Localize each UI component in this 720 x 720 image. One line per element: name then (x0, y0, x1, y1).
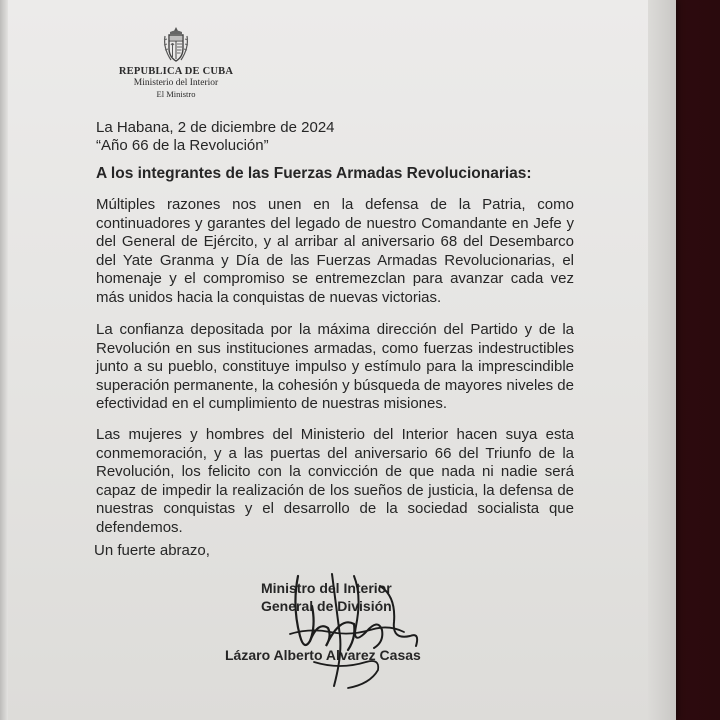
page-edge (0, 0, 8, 720)
paragraph-1: Múltiples razones nos unen en la defensa de la Patria, como continuadores y garantes del legado de nuestro Comandante en Jefe y del General de Ejército, y al arribar al aniversario 68 del Desembarco del Yate Granma y Día de las Fuerzas Armadas Revolucionarias, el homenaje y el compromiso se entremezclan para avanzar cada vez más unidos hacia la conquistas de nuevas victorias. (96, 196, 574, 306)
paragraph-2: La confianza depositada por la máxima dirección del Partido y de la Revolución en sus instituciones armadas, como fuerzas indestructibles junto a su pueblo, constituye impulso y estímulo para la imprescindible superación permanente, la cohesión y búsqueda de mayores niveles de efectividad en el cumplimiento de nuestras misiones. (96, 321, 574, 413)
handwritten-signature (270, 566, 430, 696)
letterhead-ministry: Ministerio del Interior (133, 78, 219, 88)
coat-of-arms-icon (161, 26, 191, 64)
paragraph-3: Las mujeres y hombres del Ministerio del Interior hacen suya esta conmemoración, y a las puertas del aniversario 66 del Triunfo de la Revolución, los felicito con la convicción de que nada ni nadie será capaz de impedir la realización de los sueños de justicia, la defensa de nuestras conquistas y el desarrollo de la sociedad socialista que defendemos. (96, 426, 574, 536)
year-motto: “Año 66 de la Revolución” (96, 137, 269, 154)
letter-date: La Habana, 2 de diciembre de 2024 (96, 119, 335, 136)
letterhead-office: El Ministro (156, 89, 196, 99)
closing-line: Un fuerte abrazo, (94, 542, 210, 559)
signatory-position: Ministro del Interior (261, 580, 392, 596)
letterhead-country: REPUBLICA DE CUBA (118, 66, 234, 77)
salutation-heading: A los integrantes de las Fuerzas Armadas Revolucionarias: (96, 165, 532, 182)
page-fold (648, 0, 676, 720)
letterhead (118, 26, 234, 99)
signatory-rank: General de División (261, 598, 392, 614)
signatory-name: Lázaro Alberto Alvarez Casas (225, 647, 421, 663)
